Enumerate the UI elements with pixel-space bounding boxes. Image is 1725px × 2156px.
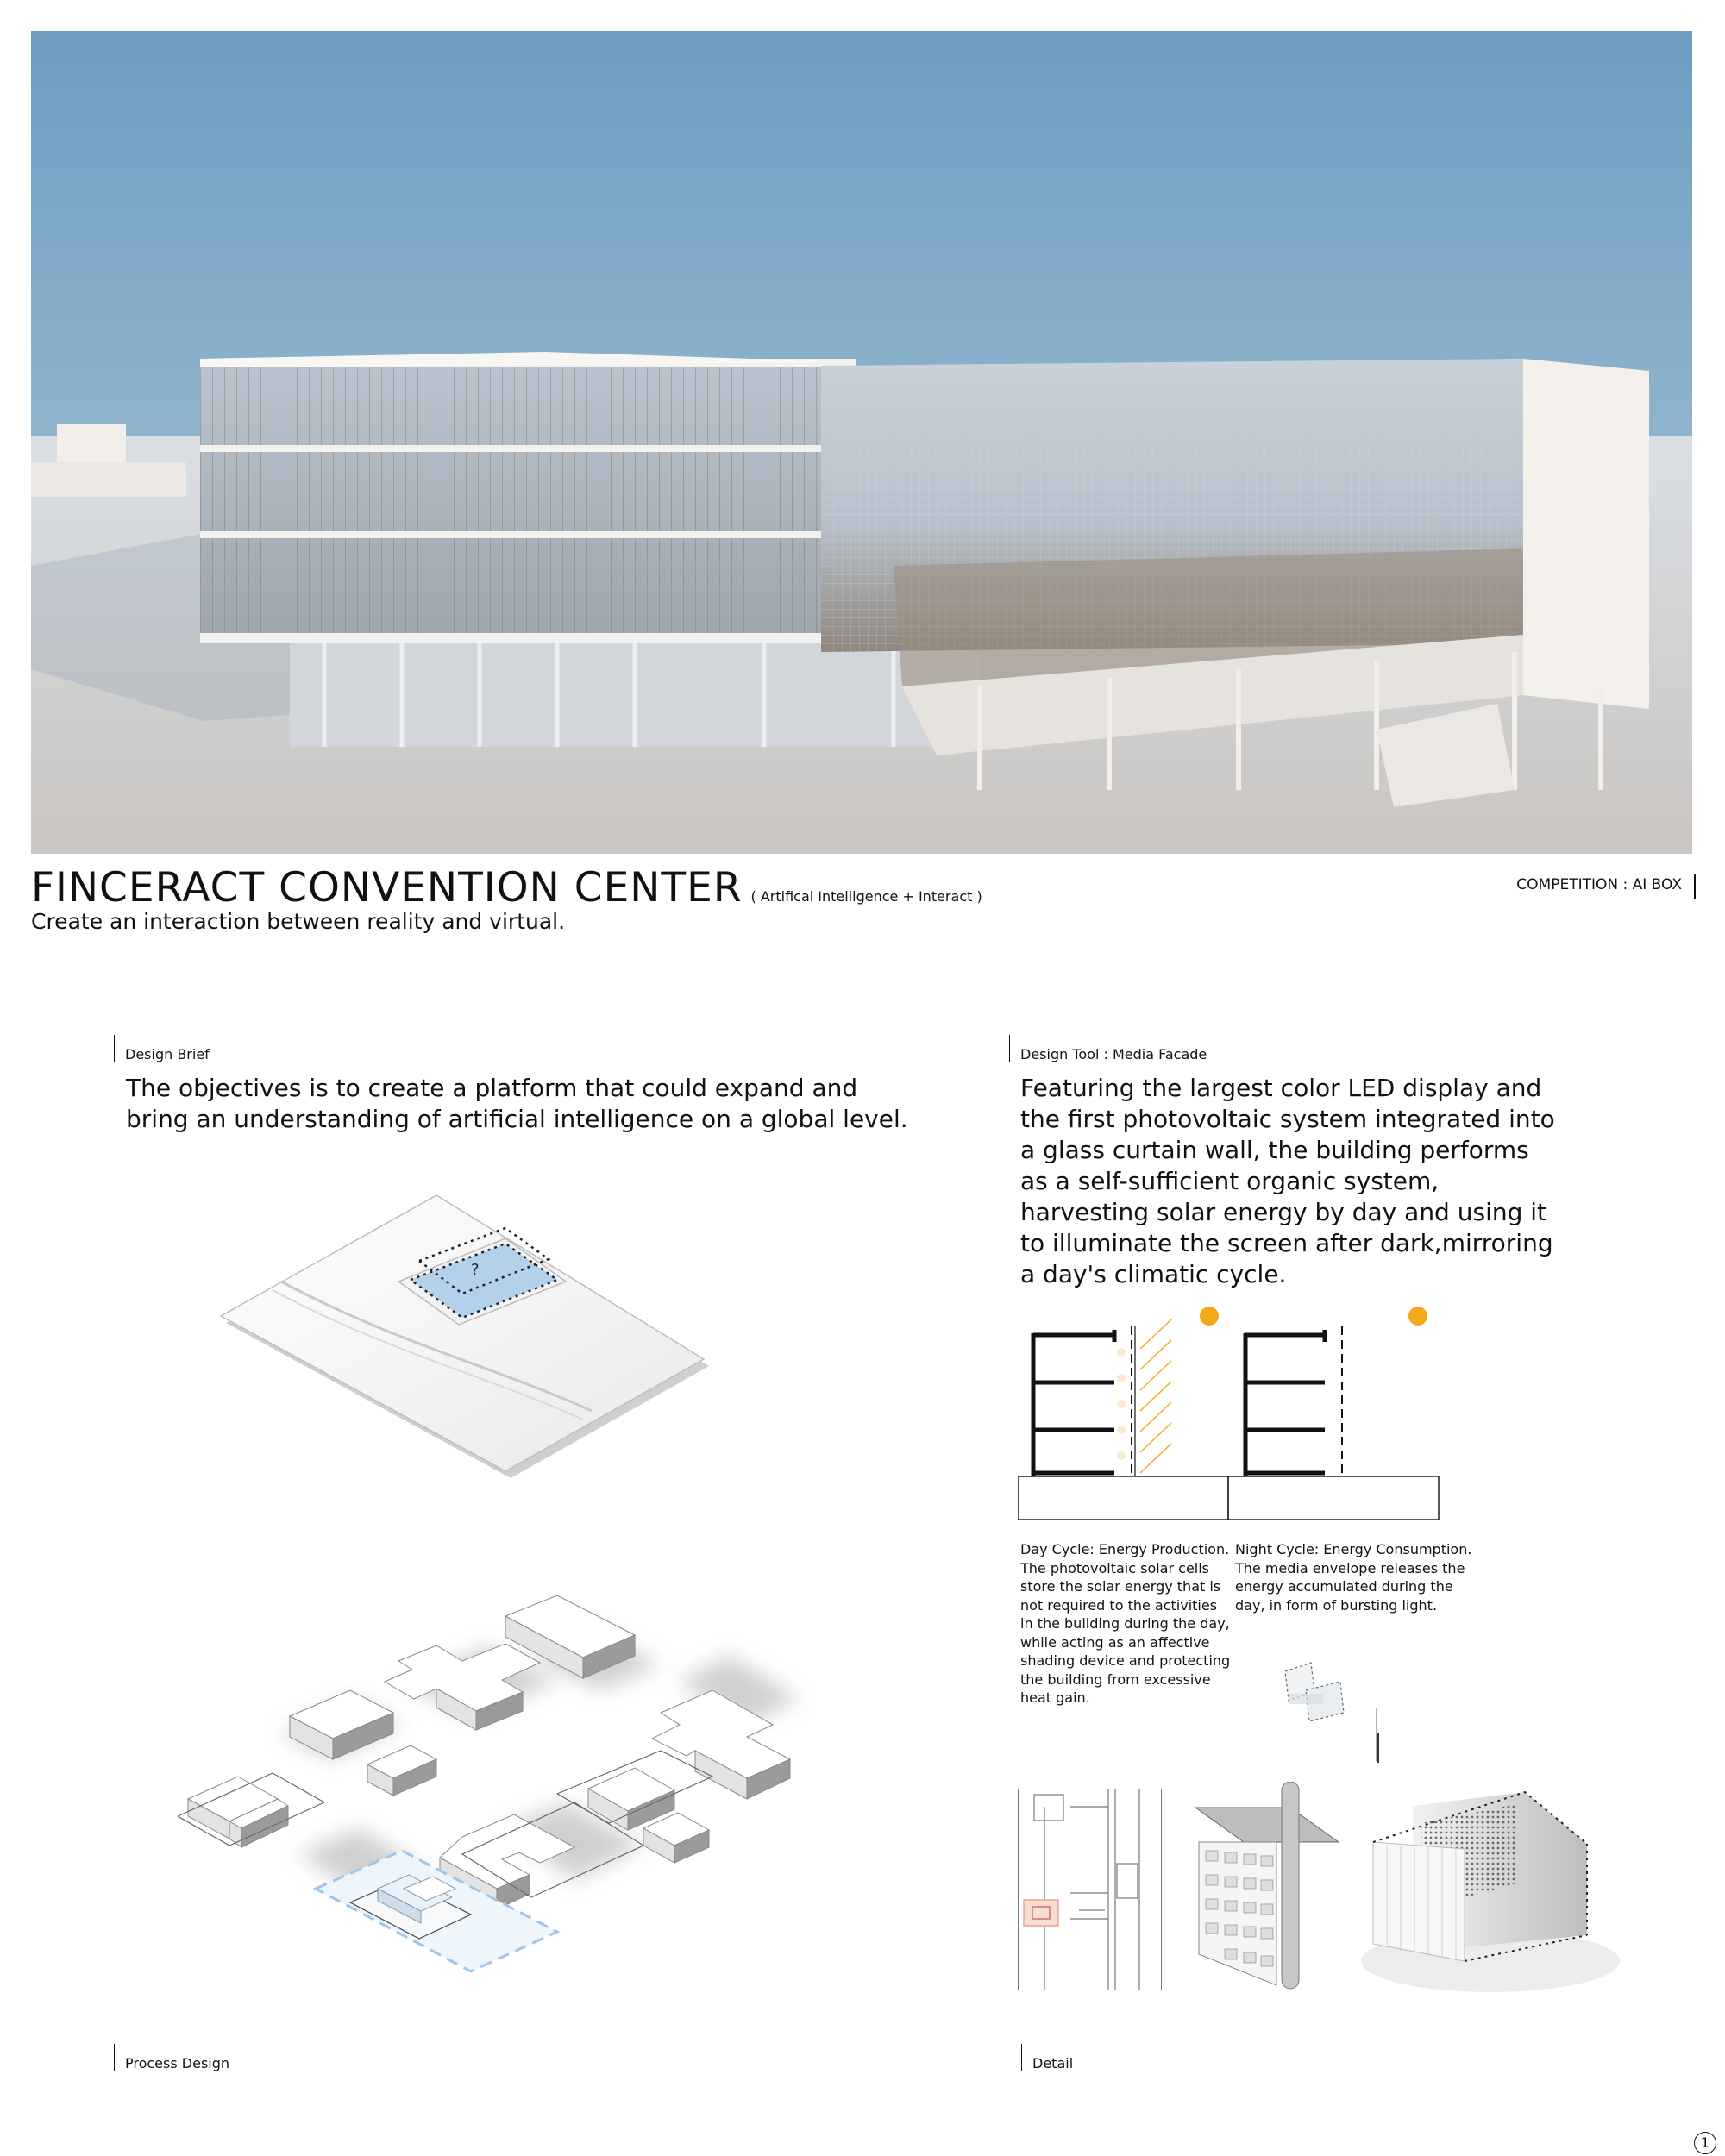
title-subtitle: ( Artifical Intelligence + Interact ) xyxy=(750,888,982,905)
site-question-mark: ? xyxy=(471,1261,480,1279)
night-cycle-text: Night Cycle: Energy Consumption. The media envelope releases the energy accumulated during the day, in form of bursting light. xyxy=(1235,1541,1472,1614)
media-envelope-detail xyxy=(1361,1789,1620,1996)
tagline: Create an interaction between reality and virtual. xyxy=(31,909,566,934)
detail-label: Detail xyxy=(1021,2044,1073,2071)
massing-model-diagram xyxy=(178,1595,850,2001)
night-cycle-section xyxy=(1228,1307,1439,1520)
process-design-label: Process Design xyxy=(114,2044,229,2071)
design-brief-label: Design Brief xyxy=(114,1035,210,1062)
site-model-diagram xyxy=(186,1152,738,1497)
day-cycle-section xyxy=(1018,1307,1228,1520)
design-tool-text: Featuring the largest color LED display and the first photovoltaic system integrated into a glass curtain wall, the building performs as a self-sufficient organic system, harvesting solar energy by day and using it to illuminate the screen after dark,mirroring a day's climatic cycle. xyxy=(1020,1074,1555,1288)
design-tool-label: Design Tool : Media Facade xyxy=(1009,1035,1207,1062)
panel-sketch xyxy=(1276,1656,1397,1768)
hero-rendering xyxy=(31,31,1692,854)
wall-section-detail xyxy=(1018,1789,1162,1990)
title-row xyxy=(31,864,982,912)
competition-label: COMPETITION : AI BOX xyxy=(1466,874,1696,899)
design-brief-text: The objectives is to create a platform that could expand and bring an understanding of artificial intelligence on a global level. xyxy=(126,1074,908,1133)
facade-module-detail xyxy=(1187,1782,1342,1997)
day-cycle-text: Day Cycle: Energy Production. The photovoltaic solar cells store the solar energy that is not required to the activities in the building during the day, while acting as an affective shading device and protecting the building from excessive heat gain. xyxy=(1020,1541,1231,1706)
sun-icon-night xyxy=(1408,1307,1427,1326)
page-title: FINCERACT CONVENTION CENTER xyxy=(31,864,743,912)
sun-icon xyxy=(1200,1307,1219,1326)
day-night-section-diagram xyxy=(1018,1300,1449,1525)
page-number: 1 xyxy=(1694,2132,1716,2154)
